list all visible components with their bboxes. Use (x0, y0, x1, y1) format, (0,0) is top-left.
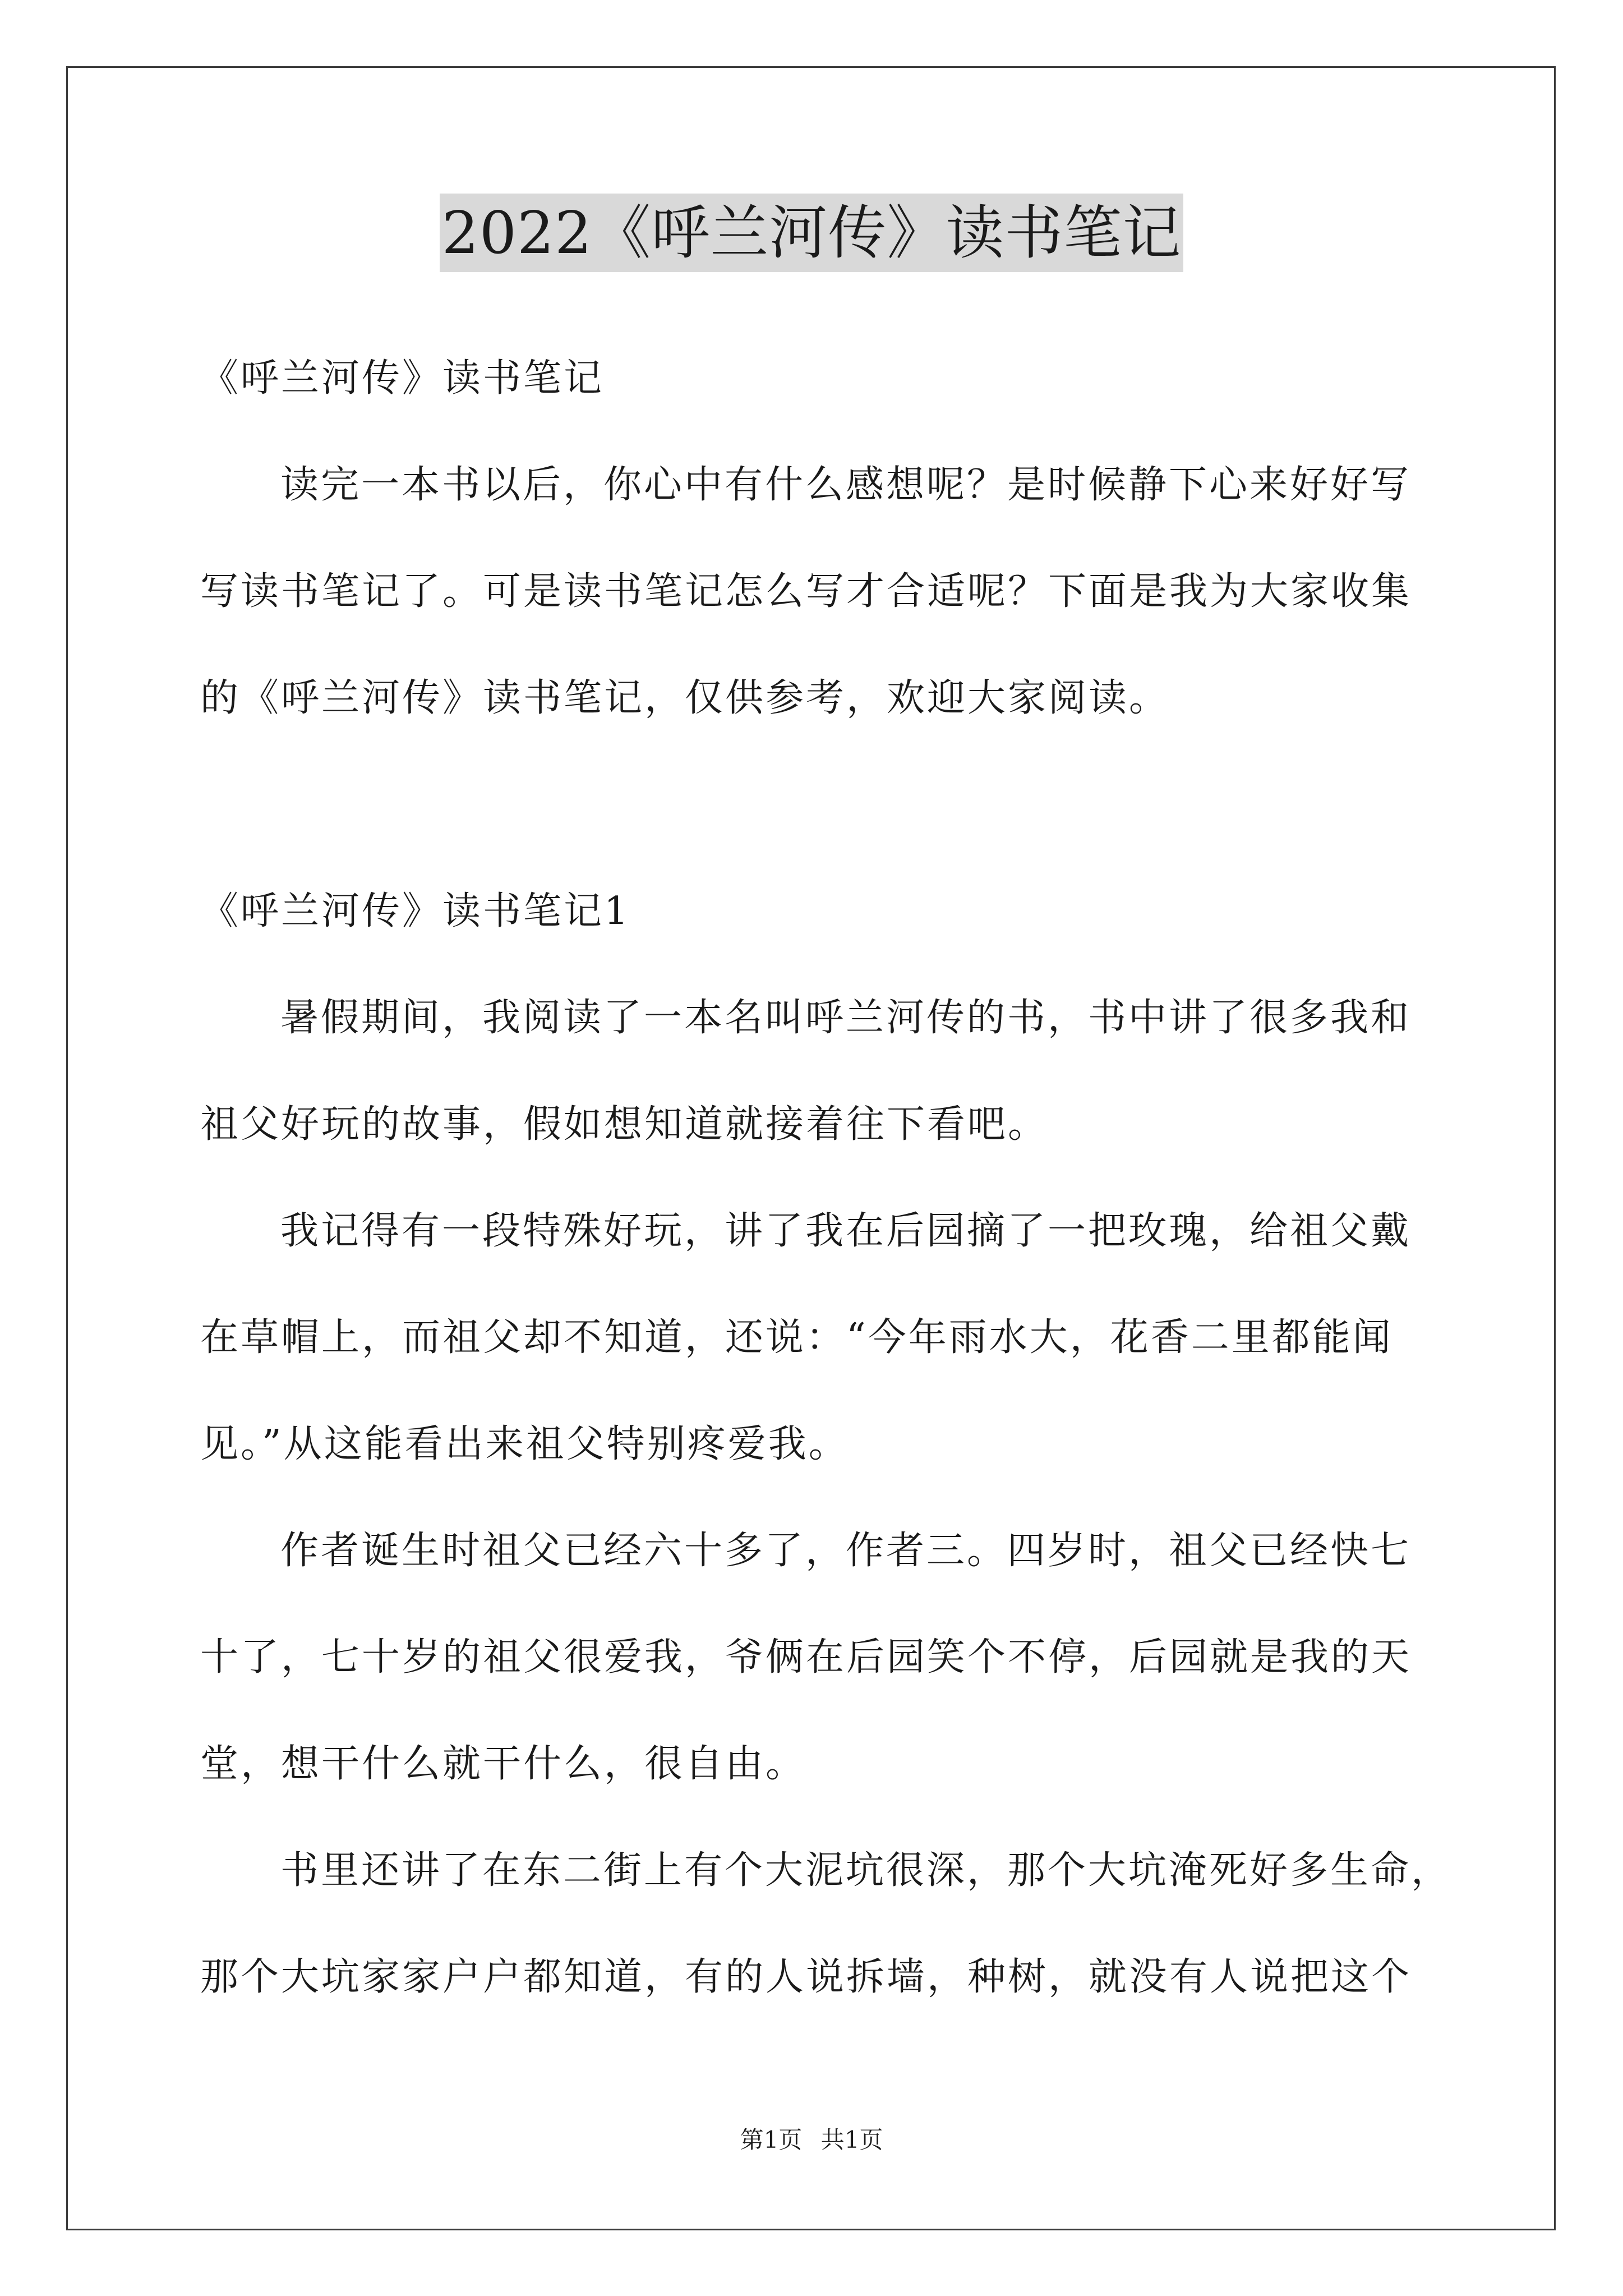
body-line: 十了，七十岁的祖父很爱我，爷俩在后园笑个不停，后园就是我的天 (200, 1635, 1412, 1680)
intro-line: 读完一本书以后，你心中有什么感想呢？是时候静下心来好好写 (280, 463, 1412, 507)
document-subtitle: 《呼兰河传》读书笔记 (200, 356, 605, 401)
title-container (0, 194, 1623, 272)
page-number: 第1页 (740, 2126, 803, 2154)
intro-line: 的《呼兰河传》读书笔记，仅供参考，欢迎大家阅读。 (200, 676, 1170, 720)
body-line: 我记得有一段特殊好玩，讲了我在后园摘了一把玫瑰，给祖父戴 (280, 1209, 1412, 1253)
body-line: 作者诞生时祖父已经六十多了，作者三。四岁时，祖父已经快七 (280, 1529, 1412, 1573)
body-line: 书里还讲了在东二街上有个大泥坑很深，那个大坑淹死好多生命， (280, 1848, 1452, 1893)
body-line: 见。”从这能看出来祖父特别疼爱我。 (200, 1422, 849, 1466)
body-line: 那个大坑家家户户都知道，有的人说拆墙，种树，就没有人说把这个 (200, 1955, 1412, 1999)
page-total: 共1页 (820, 2126, 883, 2154)
intro-line: 写读书笔记了。可是读书笔记怎么写才合适呢？下面是我为大家收集 (200, 569, 1412, 614)
body-line: 暑假期间，我阅读了一本名叫呼兰河传的书，书中讲了很多我和 (280, 996, 1412, 1040)
body-line: 堂，想干什么就干什么，很自由。 (200, 1742, 806, 1786)
body-line: 在草帽上，而祖父却不知道，还说：“今年雨水大，花香二里都能闻 (200, 1315, 1393, 1360)
document-title: 2022《呼兰河传》读书笔记 (440, 194, 1184, 272)
section-heading: 《呼兰河传》读书笔记1 (200, 889, 631, 933)
body-line: 祖父好玩的故事，假如想知道就接着往下看吧。 (200, 1102, 1049, 1147)
page-footer (0, 2123, 1623, 2157)
